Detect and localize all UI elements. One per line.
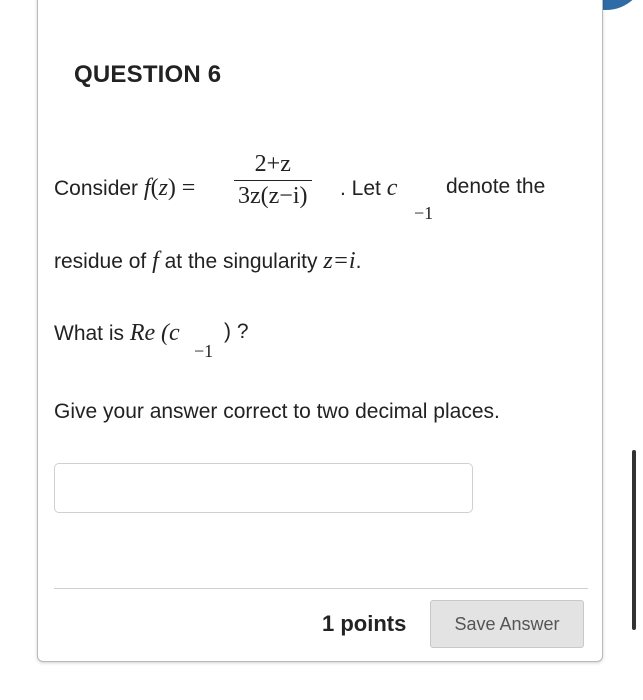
question-card <box>37 0 603 662</box>
singularity-text: at the singularity <box>164 250 318 273</box>
divider <box>54 588 588 589</box>
question-line-2 <box>54 248 361 275</box>
question-title: QUESTION 6 <box>74 61 222 88</box>
fraction-denominator: 3z(z−i) <box>238 183 308 209</box>
save-answer-button[interactable]: Save Answer <box>430 600 584 648</box>
function-fraction <box>234 151 312 210</box>
period: . <box>355 250 362 273</box>
question-line-1 <box>54 175 195 202</box>
singularity-equation: z=i <box>323 248 356 274</box>
function-name: f <box>143 175 151 201</box>
points-label: 1 points <box>322 611 407 636</box>
instruction-text: Give your answer correct to two decimal places. <box>54 400 500 423</box>
scrollbar[interactable] <box>632 450 636 630</box>
residue-text: residue of <box>54 250 147 273</box>
c-symbol: c <box>386 175 398 201</box>
denote-text: denote the <box>446 175 546 198</box>
fraction-numerator: 2+z <box>254 151 291 177</box>
consider-text: Consider <box>54 177 139 200</box>
equals-sign: = <box>181 175 196 201</box>
what-is-text: What is <box>54 322 125 345</box>
let-text: . Let <box>340 177 381 200</box>
c-subscript-2: −1 <box>194 341 214 361</box>
close-paren: ) <box>167 175 176 201</box>
c-open: (c <box>161 320 180 346</box>
re-symbol: Re <box>129 320 156 346</box>
close-question: ) ? <box>224 320 249 343</box>
open-paren: ( <box>150 175 159 201</box>
c-subscript: −1 <box>414 203 434 223</box>
question-line-3 <box>54 320 180 347</box>
f-symbol: f <box>152 248 159 274</box>
let-clause <box>340 175 397 202</box>
answer-input[interactable] <box>54 463 473 513</box>
variable-z: z <box>158 175 168 201</box>
